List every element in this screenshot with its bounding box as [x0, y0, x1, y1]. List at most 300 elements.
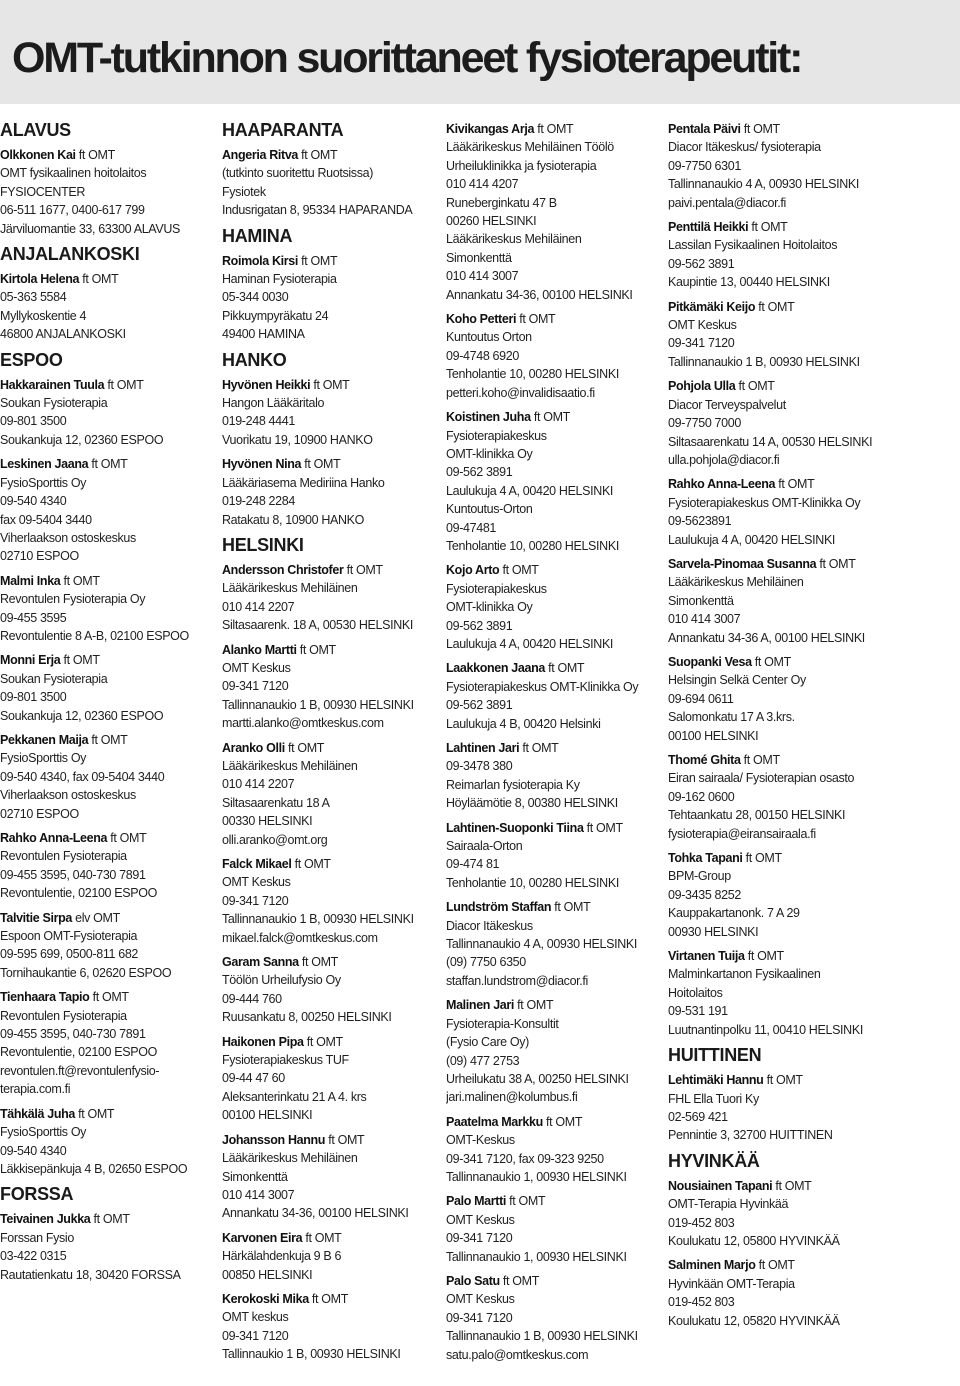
- contact-line: 09-44 47 60: [222, 1071, 285, 1086]
- contact-line: (tutkinto suoritettu Ruotsissa): [222, 166, 374, 181]
- region-heading: HUITTINEN: [668, 1045, 762, 1066]
- therapist-entry: [0, 988, 236, 1098]
- contact-line: Pikkuympyräkatu 24: [222, 308, 329, 323]
- contact-line: Vuorikatu 19, 10900 HANKO: [222, 432, 373, 447]
- title-suffix: ft OMT: [298, 148, 338, 162]
- name-line: [668, 1256, 904, 1274]
- title-suffix: ft OMT: [296, 642, 336, 657]
- contact-line: 09-455 3595, 040-730 7891: [0, 867, 146, 882]
- contact-line: Revontulentie 8 A-B, 02100 ESPOO: [0, 628, 189, 643]
- title-suffix: ft OMT: [284, 740, 325, 755]
- contact-line: Tehtaankatu 28, 00150 HELSINKI: [668, 808, 846, 823]
- title-suffix: ft OMT: [751, 654, 791, 669]
- name-line: [668, 120, 904, 138]
- contact-line: 02710 ESPOO: [0, 806, 79, 821]
- therapist-name: Salminen Marjo: [668, 1258, 756, 1273]
- therapist-name: Koho Petteri: [446, 312, 517, 327]
- contact-line: 09-595 699, 0500-811 682: [0, 947, 139, 962]
- therapist-name: Alanko Martti: [222, 642, 297, 657]
- contact-line: 09-540 4340: [0, 1143, 67, 1158]
- therapist-name: Kerokoski Mika: [222, 1291, 309, 1306]
- contact-line: OMT keskus: [222, 1310, 289, 1325]
- contact-line: Diacor Itäkeskus: [446, 918, 533, 933]
- therapist-entry: [446, 1192, 682, 1266]
- therapist-name: Sarvela-Pinomaa Susanna: [668, 556, 817, 571]
- name-line: [0, 909, 236, 927]
- contact-line: Lääkärikeskus Mehiläinen: [222, 758, 358, 773]
- contact-line: Fysioterapia-Konsultit: [446, 1016, 559, 1031]
- name-line: [222, 1290, 458, 1308]
- contact-line: Tallinnanaukio 1 B, 00930 HELSINKI: [668, 354, 860, 369]
- contact-line: OMT-Keskus: [446, 1133, 515, 1148]
- therapist-entry: [0, 829, 236, 903]
- therapist-name: Lahtinen Jari: [446, 741, 520, 755]
- therapist-name: Tohka Tapani: [668, 851, 743, 866]
- therapist-entry: [0, 1210, 236, 1284]
- title-suffix: ft OMT: [107, 831, 147, 845]
- title-suffix: ft OMT: [519, 741, 559, 755]
- contact-line: Tallinnaukio 1 B, 00930 HELSINKI: [222, 1347, 401, 1362]
- therapist-name: Angeria Ritva: [222, 148, 299, 162]
- contact-line: Diacor Itäkeskus/ fysioterapia: [668, 140, 821, 155]
- contact-line: Kaupintie 13, 00440 HELSINKI: [668, 275, 830, 290]
- therapist-name: Teivainen Jukka: [0, 1212, 91, 1227]
- name-line: [446, 1192, 682, 1210]
- therapist-entry: [668, 120, 904, 212]
- title-suffix: ft OMT: [740, 753, 780, 767]
- contact-line: 09-562 3891: [446, 618, 513, 633]
- contact-line: 09-540 4340, fax 09-5404 3440: [0, 769, 165, 784]
- therapist-name: Lehtimäki Hannu: [668, 1073, 764, 1088]
- contact-line: 09-562 3891: [446, 465, 513, 480]
- contact-line: 019-248 4441: [222, 414, 295, 429]
- therapist-name: Lahtinen-Suoponki Tiina: [446, 820, 584, 835]
- name-line: [0, 731, 236, 749]
- contact-line: Simonkenttä: [222, 1169, 288, 1184]
- contact-line: 02-569 421: [668, 1109, 728, 1124]
- therapist-name: Paatelma Markku: [446, 1114, 543, 1129]
- contact-line: Simonkenttä: [446, 250, 512, 265]
- contact-line: 09-341 7120: [668, 336, 735, 351]
- contact-line: Revontulentie, 02100 ESPOO: [0, 1045, 157, 1060]
- therapist-entry: [0, 572, 236, 646]
- contact-line: Viherlaakson ostoskeskus: [0, 530, 136, 545]
- contact-line: 09-341 7120: [222, 1328, 289, 1343]
- name-line: [222, 953, 458, 971]
- contact-line: Aleksanterinkatu 21 A 4. krs: [222, 1089, 367, 1104]
- therapist-name: Aranko Olli: [222, 740, 285, 755]
- contact-line: 09-562 3891: [446, 698, 513, 713]
- title-suffix: ft OMT: [506, 1194, 546, 1209]
- contact-line: Ruusankatu 8, 00250 HELSINKI: [222, 1010, 392, 1025]
- contact-line: 010 414 3007: [446, 269, 519, 284]
- contact-line: revontulen.ft@revontulenfysio-: [0, 1063, 160, 1078]
- title-suffix: ft OMT: [90, 1212, 130, 1227]
- contact-line: 09-341 7120: [222, 893, 289, 908]
- contact-line: Soukankuja 12, 02360 ESPOO: [0, 432, 164, 447]
- contact-line: 49400 HAMINA: [222, 327, 305, 342]
- contact-line: fax 09-5404 3440: [0, 512, 92, 527]
- contact-line: FysioSporttis Oy: [0, 475, 87, 490]
- contact-line: 09-474 81: [446, 857, 500, 872]
- contact-line: Tallinnanaukio 1, 00930 HELSINKI: [446, 1169, 627, 1184]
- name-line: [446, 1113, 682, 1131]
- therapist-name: Monni Erja: [0, 653, 61, 668]
- contact-line: Helsingin Selkä Center Oy: [668, 673, 806, 688]
- contact-line: terapia.com.fi: [0, 1082, 71, 1097]
- contact-line: 00260 HELSINKI: [446, 214, 537, 229]
- contact-line: Annankatu 34-36, 00100 HELSINKI: [222, 1206, 409, 1221]
- contact-line: 09-540 4340: [0, 494, 67, 509]
- therapist-name: Haikonen Pipa: [222, 1034, 304, 1049]
- contact-line: Forssan Fysio: [0, 1230, 74, 1245]
- contact-line: 019-452 803: [668, 1215, 735, 1230]
- contact-line: 09-341 7120: [446, 1310, 513, 1325]
- contact-line: OMT Keskus: [446, 1292, 515, 1307]
- therapist-entry: [668, 653, 904, 745]
- contact-line: Lääkärikeskus Mehiläinen: [668, 575, 804, 590]
- therapist-entry: [668, 298, 904, 372]
- title-suffix: ft OMT: [740, 122, 780, 136]
- title-suffix: ft OMT: [79, 272, 119, 287]
- therapist-entry: [222, 146, 458, 220]
- title-suffix: ft OMT: [816, 556, 856, 571]
- title-suffix: ft OMT: [514, 998, 554, 1013]
- title-suffix: ft OMT: [60, 573, 100, 588]
- contact-line: satu.palo@omtkeskus.com: [446, 1347, 589, 1362]
- title-suffix: ft OMT: [530, 410, 570, 425]
- contact-line: Hangon Lääkäritalo: [222, 396, 325, 411]
- contact-line: Läkkisepänkuja 4 B, 02650 ESPOO: [0, 1161, 188, 1176]
- contact-line: 09-7750 6301: [668, 158, 741, 173]
- contact-line: OMT Keskus: [446, 1212, 515, 1227]
- title-suffix: ft OMT: [551, 900, 591, 915]
- name-line: [0, 1210, 236, 1228]
- therapist-name: Penttilä Heikki: [668, 220, 749, 235]
- therapist-entry: [222, 641, 458, 733]
- name-line: [222, 146, 458, 164]
- therapist-entry: [668, 751, 904, 843]
- name-line: [668, 751, 904, 769]
- therapist-name: Suopanki Vesa: [668, 654, 752, 669]
- contact-line: Simonkenttä: [668, 593, 734, 608]
- region-heading: ALAVUS: [0, 120, 71, 140]
- contact-line: Siltasaarenkatu 18 A: [222, 795, 330, 810]
- contact-line: Malminkartanon Fysikaalinen: [668, 967, 821, 982]
- contact-line: 00100 HELSINKI: [668, 728, 759, 743]
- contact-line: 09-455 3595: [0, 610, 67, 625]
- contact-line: Laulukuja 4 A, 00420 HELSINKI: [446, 483, 614, 498]
- title-suffix: ft OMT: [301, 457, 341, 472]
- contact-line: Salomonkatu 17 A 3.krs.: [668, 710, 795, 725]
- contact-line: Härkälahdenkuja 9 B 6: [222, 1249, 342, 1264]
- title-suffix: ft OMT: [755, 299, 795, 314]
- contact-line: Ratakatu 8, 10900 HANKO: [222, 512, 365, 527]
- contact-line: Pennintie 3, 32700 HUITTINEN: [668, 1128, 833, 1143]
- therapist-name: Koistinen Juha: [446, 410, 531, 425]
- contact-line: 010 414 3007: [222, 1187, 295, 1202]
- contact-line: 09-341 7120: [446, 1231, 513, 1246]
- therapist-entry: [668, 377, 904, 469]
- therapist-name: Olkkonen Kai: [0, 148, 76, 162]
- title-suffix: ft OMT: [75, 148, 115, 162]
- contact-line: staffan.lundstrom@diacor.fi: [446, 973, 588, 988]
- contact-line: Revontulen Fysioterapia: [0, 1008, 127, 1023]
- contact-line: 09-47481: [446, 520, 497, 535]
- contact-line: 019-248 2284: [222, 494, 295, 509]
- contact-line: Lääkärikeskus Mehiläinen Töölö: [446, 140, 614, 155]
- title-suffix: ft OMT: [88, 457, 128, 472]
- contact-line: Hyvinkään OMT-Terapia: [668, 1276, 795, 1291]
- therapist-entry: [222, 376, 458, 450]
- name-line: [668, 1177, 904, 1195]
- title-suffix: ft OMT: [763, 1073, 803, 1088]
- contact-line: 09-3478 380: [446, 759, 513, 774]
- therapist-name: Palo Satu: [446, 1273, 500, 1288]
- contact-line: Luutnantinpolku 11, 00410 HELSINKI: [668, 1022, 863, 1037]
- contact-line: 09-801 3500: [0, 690, 67, 705]
- region-heading: HANKO: [222, 349, 287, 370]
- therapist-entry: [0, 1105, 236, 1179]
- contact-line: OMT-klinikka Oy: [446, 446, 533, 461]
- page-title: OMT-tutkinnon suorittaneet fysioterapeutit:: [12, 34, 802, 82]
- therapist-name: Tähkälä Juha: [0, 1106, 75, 1121]
- name-line: [0, 651, 236, 669]
- contact-line: Annankatu 34-36, 00100 HELSINKI: [446, 287, 633, 302]
- therapist-name: Nousiainen Tapani: [668, 1178, 773, 1193]
- therapist-entry: [446, 659, 682, 733]
- contact-line: Fysioterapiakeskus: [446, 581, 547, 596]
- therapist-name: Tienhaara Tapio: [0, 990, 90, 1005]
- contact-line: Revontulentie, 02100 ESPOO: [0, 886, 157, 901]
- therapist-entry: [222, 1229, 458, 1284]
- contact-line: Tallinnanaukio 4 A, 00930 HELSINKI: [668, 177, 860, 192]
- title-suffix: ft OMT: [544, 661, 585, 676]
- contact-line: Revontulen Fysioterapia: [0, 849, 127, 864]
- contact-line: olli.aranko@omt.org: [222, 832, 328, 847]
- therapist-entry: [0, 909, 236, 983]
- name-line: [668, 1071, 904, 1089]
- contact-line: Tallinnanaukio 1 B, 00930 HELSINKI: [446, 1329, 638, 1344]
- therapist-name: Palo Martti: [446, 1194, 507, 1209]
- therapist-name: Thomé Ghita: [668, 753, 741, 767]
- name-line: [446, 1272, 682, 1290]
- therapist-entry: [222, 855, 458, 947]
- contact-line: Lääkärikeskus Mehiläinen: [446, 232, 582, 247]
- therapist-entry: [668, 1256, 904, 1330]
- title-suffix: ft OMT: [89, 990, 129, 1005]
- name-line: [668, 849, 904, 867]
- contact-line: Fysioterapiakeskus TUF: [222, 1053, 349, 1068]
- title-suffix: ft OMT: [325, 1132, 365, 1147]
- therapist-entry: [0, 376, 236, 450]
- name-line: [446, 561, 682, 579]
- therapist-entry: [222, 455, 458, 529]
- title-suffix: ft OMT: [499, 1273, 540, 1288]
- therapist-entry: [0, 731, 236, 823]
- title-suffix: ft OMT: [343, 562, 383, 577]
- name-line: [668, 298, 904, 316]
- therapist-entry: [222, 739, 458, 849]
- name-line: [668, 218, 904, 236]
- contact-line: Lääkäriasema Mediriina Hanko: [222, 475, 385, 490]
- contact-line: Hoitolaitos: [668, 985, 723, 1000]
- name-line: [0, 988, 236, 1006]
- title-suffix: elv OMT: [71, 910, 120, 925]
- therapist-entry: [222, 1131, 458, 1223]
- contact-line: Soukankuja 12, 02360 ESPOO: [0, 708, 164, 723]
- contact-line: Lääkärikeskus Mehiläinen: [222, 1151, 358, 1166]
- name-line: [446, 120, 682, 138]
- contact-line: Lääkärikeskus Mehiläinen: [222, 581, 358, 596]
- contact-line: 09-341 7120: [222, 679, 289, 694]
- name-line: [222, 376, 458, 394]
- contact-line: martti.alanko@omtkeskus.com: [222, 716, 384, 731]
- title-suffix: ft OMT: [298, 253, 338, 268]
- therapist-name: Roimola Kirsi: [222, 253, 299, 268]
- name-line: [0, 1105, 236, 1123]
- contact-line: Tornihaukantie 6, 02620 ESPOO: [0, 965, 172, 980]
- title-suffix: ft OMT: [302, 1230, 342, 1245]
- therapist-name: Kirtola Helena: [0, 272, 80, 287]
- contact-line: (09) 477 2753: [446, 1053, 520, 1068]
- title-suffix: ft OMT: [583, 820, 623, 835]
- contact-line: (Fysio Care Oy): [446, 1035, 529, 1050]
- contact-line: Kuntoutus Orton: [446, 330, 532, 345]
- name-line: [222, 739, 458, 757]
- contact-line: Haminan Fysioterapia: [222, 272, 337, 287]
- contact-line: Tallinnanaukio 4 A, 00930 HELSINKI: [446, 937, 638, 952]
- name-line: [222, 855, 458, 873]
- contact-line: Soukan Fysioterapia: [0, 396, 108, 411]
- therapist-name: Talvitie Sirpa: [0, 910, 72, 925]
- contact-line: 05-344 0030: [222, 290, 289, 305]
- name-line: [222, 641, 458, 659]
- contact-line: Urheilukatu 38 A, 00250 HELSINKI: [446, 1071, 629, 1086]
- contact-line: 09-562 3891: [668, 256, 735, 271]
- therapist-name: Pohjola Ulla: [668, 379, 736, 394]
- therapist-name: Johansson Hannu: [222, 1132, 326, 1147]
- contact-line: 00100 HELSINKI: [222, 1108, 313, 1123]
- title-suffix: ft OMT: [310, 377, 350, 392]
- contact-line: (09) 7750 6350: [446, 955, 526, 970]
- title-suffix: ft OMT: [542, 1114, 583, 1129]
- contact-line: 010 414 2207: [222, 599, 295, 614]
- contact-line: 06-511 1677, 0400-617 799: [0, 203, 145, 218]
- region-heading: ESPOO: [0, 349, 63, 370]
- therapist-name: Lundström Staffan: [446, 900, 552, 915]
- therapist-name: Hyvönen Nina: [222, 457, 302, 472]
- contact-line: FysioSporttis Oy: [0, 1125, 87, 1140]
- region-heading: HAAPARANTA: [222, 120, 344, 140]
- title-suffix: ft OMT: [534, 122, 574, 136]
- contact-line: 09-694 0611: [668, 691, 734, 706]
- therapist-entry: [222, 1033, 458, 1125]
- region-heading: HELSINKI: [222, 534, 304, 555]
- contact-line: Rautatienkatu 18, 30420 FORSSA: [0, 1267, 181, 1282]
- contact-line: 09-162 0600: [668, 789, 735, 804]
- name-line: [0, 270, 236, 288]
- therapist-name: Rahko Anna-Leena: [0, 831, 108, 845]
- contact-line: OMT-Terapia Hyvinkää: [668, 1197, 789, 1212]
- contact-line: mikael.falck@omtkeskus.com: [222, 930, 378, 945]
- name-line: [668, 947, 904, 965]
- contact-line: 010 414 2207: [222, 777, 295, 792]
- contact-line: 09-4748 6920: [446, 348, 519, 363]
- name-line: [446, 996, 682, 1014]
- name-line: [0, 455, 236, 473]
- therapist-name: Kivikangas Arja: [446, 122, 535, 136]
- contact-line: 09-531 191: [668, 1004, 728, 1019]
- therapist-entry: [668, 1071, 904, 1145]
- contact-line: 09-444 760: [222, 991, 282, 1006]
- contact-line: 02710 ESPOO: [0, 549, 79, 564]
- title-suffix: ft OMT: [308, 1291, 349, 1306]
- title-suffix: ft OMT: [88, 732, 128, 747]
- therapist-entry: [668, 1177, 904, 1251]
- name-line: [668, 555, 904, 573]
- contact-line: Järviluomantie 33, 63300 ALAVUS: [0, 221, 181, 236]
- title-suffix: ft OMT: [755, 1258, 795, 1273]
- contact-line: fysioterapia@eiransairaala.fi: [668, 826, 816, 841]
- contact-line: FHL Ella Tuori Ky: [668, 1091, 759, 1106]
- therapist-name: Malinen Jari: [446, 998, 515, 1013]
- therapist-entry: [446, 561, 682, 653]
- contact-line: Töölön Urheilufysio Oy: [222, 973, 341, 988]
- name-line: [222, 561, 458, 579]
- name-line: [446, 898, 682, 916]
- therapist-entry: [668, 555, 904, 647]
- contact-line: FYSIOCENTER: [0, 184, 86, 199]
- name-line: [0, 829, 236, 847]
- therapist-entry: [668, 475, 904, 549]
- contact-line: Tenholantie 10, 00280 HELSINKI: [446, 875, 619, 890]
- name-line: [446, 310, 682, 328]
- contact-line: 09-3435 8252: [668, 887, 741, 902]
- therapist-entry: [0, 270, 236, 344]
- title-suffix: ft OMT: [516, 312, 556, 327]
- title-suffix: ft OMT: [291, 857, 331, 871]
- therapist-entry: [446, 408, 682, 555]
- name-line: [668, 475, 904, 493]
- region-heading: ANJALANKOSKI: [0, 244, 140, 265]
- name-line: [446, 408, 682, 426]
- contact-line: 010 414 4207: [446, 177, 519, 192]
- title-suffix: ft OMT: [298, 955, 338, 970]
- therapist-entry: [668, 218, 904, 292]
- therapist-entry: [0, 146, 236, 238]
- contact-line: FysioSporttis Oy: [0, 751, 87, 766]
- name-line: [0, 146, 236, 164]
- therapist-entry: [446, 120, 682, 304]
- therapist-entry: [446, 1272, 682, 1364]
- title-suffix: ft OMT: [748, 220, 788, 235]
- therapist-entry: [668, 849, 904, 941]
- contact-line: Tenholantie 10, 00280 HELSINKI: [446, 367, 619, 382]
- contact-line: 46800 ANJALANKOSKI: [0, 327, 126, 342]
- title-suffix: ft OMT: [303, 1034, 343, 1049]
- contact-line: 010 414 3007: [668, 612, 741, 627]
- title-suffix: ft OMT: [772, 1178, 812, 1193]
- therapist-name: Pekkanen Maija: [0, 732, 89, 747]
- contact-line: ulla.pohjola@diacor.fi: [668, 452, 780, 467]
- contact-line: Tallinnanaukio 1, 00930 HELSINKI: [446, 1249, 627, 1264]
- therapist-name: Malmi Inka: [0, 573, 61, 588]
- contact-line: 019-452 803: [668, 1295, 735, 1310]
- contact-line: Indusrigatan 8, 95334 HAPARANDA: [222, 203, 413, 218]
- region-heading: FORSSA: [0, 1184, 74, 1205]
- therapist-name: Karvonen Eira: [222, 1230, 303, 1245]
